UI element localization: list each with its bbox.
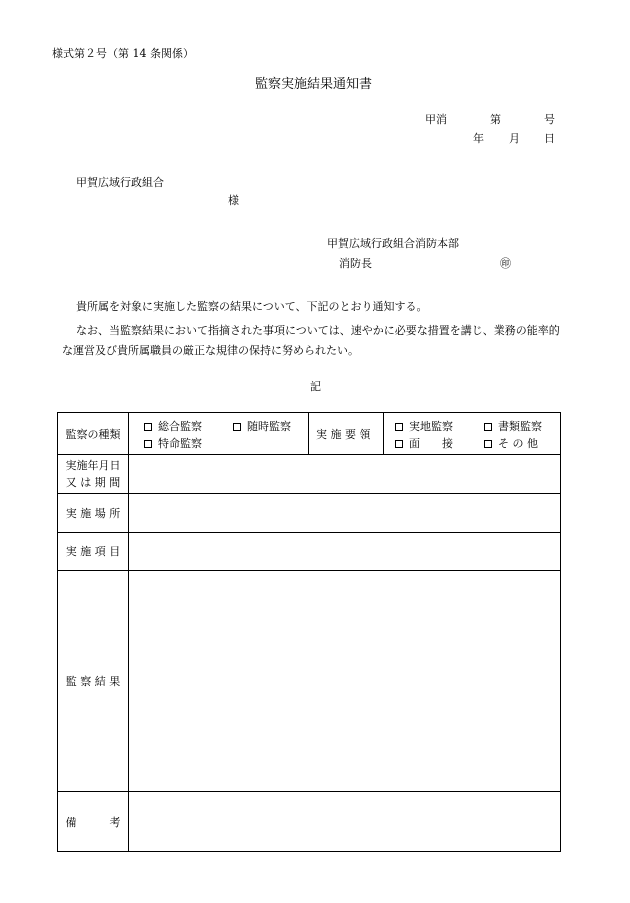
result-field[interactable] bbox=[130, 571, 560, 790]
method-label: 実 施 要 領 bbox=[316, 428, 371, 441]
remarks-field[interactable] bbox=[130, 792, 560, 850]
date-label-line-1: 実施年月日 bbox=[65, 459, 121, 472]
checkbox-adhoc-inspection[interactable]: 随時監察 bbox=[233, 421, 291, 432]
result-label: 監 察 結 果 bbox=[65, 675, 121, 688]
body-paragraph-1: 貴所属を対象に実施した監察の結果について、下記のとおり通知する。 bbox=[76, 300, 428, 313]
ref-go: 号 bbox=[544, 113, 555, 126]
ref-dai: 第 bbox=[490, 113, 501, 126]
addressee-honorific: 様 bbox=[228, 194, 239, 207]
issuer-org: 甲賀広域行政組合消防本部 bbox=[327, 237, 459, 250]
issuer-title: 消防長 bbox=[339, 257, 372, 270]
seal-mark: ㊞ bbox=[500, 257, 511, 270]
document-title: 監察実施結果通知書 bbox=[255, 77, 373, 92]
date-month: 月 bbox=[509, 132, 520, 145]
remarks-label: 備 考 bbox=[65, 816, 121, 829]
checkbox-special-inspection[interactable]: 特命監察 bbox=[144, 438, 202, 449]
checkbox-document-inspection[interactable]: 書類監察 bbox=[484, 421, 542, 432]
checkbox-interview[interactable]: 面 接 bbox=[395, 438, 453, 449]
ref-prefix: 甲消 bbox=[425, 113, 447, 126]
body-paragraph-2: なお、当監察結果において指摘された事項については、速やかに必要な措置を講じ、業務の能率的な運営及び貴所属職員の厳正な規律の保持に努められたい。 bbox=[62, 324, 560, 357]
column-divider bbox=[383, 413, 384, 454]
type-label: 監察の種類 bbox=[65, 428, 121, 441]
checkbox-icon bbox=[395, 440, 403, 448]
date-year: 年 bbox=[473, 132, 484, 145]
place-label: 実 施 場 所 bbox=[65, 507, 121, 520]
form-id: 様式第２号（第 14 条関係） bbox=[52, 47, 194, 60]
items-label: 実 施 項 目 bbox=[65, 545, 121, 558]
checkbox-icon bbox=[233, 423, 241, 431]
column-divider bbox=[308, 413, 309, 454]
checkbox-icon bbox=[144, 440, 152, 448]
checkbox-icon bbox=[484, 440, 492, 448]
date-field[interactable] bbox=[130, 455, 560, 492]
place-field[interactable] bbox=[130, 494, 560, 531]
date-label-line-2: 又 は 期 間 bbox=[65, 476, 121, 489]
items-field[interactable] bbox=[130, 533, 560, 569]
addressee-name: 甲賀広域行政組合 bbox=[76, 176, 164, 189]
checkbox-onsite-inspection[interactable]: 実地監察 bbox=[395, 421, 453, 432]
checkbox-icon bbox=[395, 423, 403, 431]
checkbox-general-inspection[interactable]: 総合監察 bbox=[144, 421, 202, 432]
checkbox-icon bbox=[144, 423, 152, 431]
checkbox-other[interactable]: そ の 他 bbox=[484, 438, 538, 449]
checkbox-icon bbox=[484, 423, 492, 431]
result-table bbox=[57, 412, 561, 852]
date-day: 日 bbox=[544, 132, 555, 145]
ki-heading: 記 bbox=[310, 380, 321, 393]
column-divider bbox=[128, 413, 129, 851]
